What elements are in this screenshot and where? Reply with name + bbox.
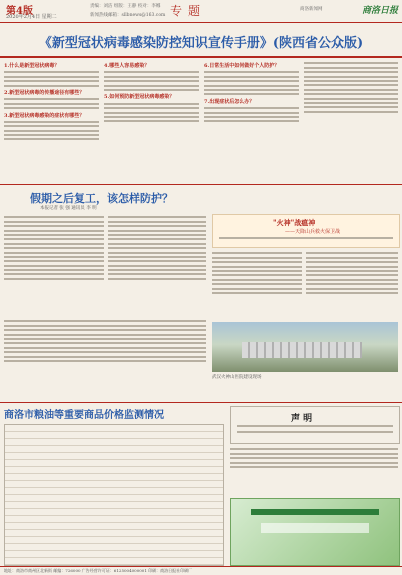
- subhead-2: 2.新型冠状病毒的传播途径有哪些？: [4, 89, 85, 96]
- statement-title: 声 明: [291, 414, 313, 424]
- footer: 地址：商洛市商州区北新街 邮编：726000 广告经营许可证：6125004000001 印刷：商洛日报社印刷厂: [0, 566, 402, 575]
- statement-box: [230, 406, 400, 444]
- title-rule: [0, 56, 402, 58]
- article2-col1: [4, 214, 104, 314]
- promo-text-2: [306, 250, 398, 320]
- article2-title: 假期之后复工，该怎样防护？: [30, 192, 173, 205]
- subhead-7: 7.出现症状后怎么办？: [204, 98, 255, 105]
- subhead-4: 4.哪些人容易感染？: [104, 63, 150, 69]
- main-title: 《新型冠状病毒感染防控知识宣传手册》(陕西省公众版): [38, 36, 364, 51]
- promo-title: "火神"战瘟神: [273, 218, 316, 227]
- ad-banner: [230, 498, 400, 566]
- issue-note: 商洛新闻网: [300, 7, 323, 12]
- article1-col1: [4, 60, 99, 180]
- divider: [0, 184, 402, 185]
- divider-2: [0, 402, 402, 403]
- page-header: [0, 0, 402, 23]
- photo-caption: 武汉火神山医院建设现场: [212, 375, 262, 380]
- article1-col4: [304, 60, 398, 180]
- article2-bottom: [4, 318, 206, 398]
- article2-col2: [108, 214, 206, 314]
- promo-subtitle: ——天降山兵救火保卫战: [285, 229, 341, 235]
- promo-box: [212, 214, 400, 248]
- issue-date: 2020年2月4日 星期二: [6, 14, 57, 20]
- subhead-6: 6.日常生活中如何做好个人防护？: [204, 63, 280, 69]
- subhead-1: 1.什么是新型冠状病毒？: [4, 63, 60, 69]
- subhead-5: 5.如何预防新型冠状病毒感染？: [104, 94, 175, 101]
- article2-byline: 本报记者 张 强 通讯员 李 明: [40, 206, 97, 211]
- price-title: 商洛市粮油等重要商品价格监测情况: [4, 410, 164, 421]
- editors-line: 责编：刘洁 组版：王静 校对：李娜: [90, 4, 161, 9]
- subhead-3: 3.新型冠状病毒感染的症状有哪些？: [4, 112, 85, 119]
- article1-col2: [104, 60, 199, 180]
- masthead-logo: 商洛日报: [362, 6, 399, 16]
- section-label: 专题: [170, 4, 207, 18]
- editor-email: 新闻热线邮箱：sllbnews@163.com: [90, 13, 166, 18]
- article1-col3: [204, 60, 299, 180]
- statement-text: [230, 446, 398, 496]
- construction-photo: [212, 322, 398, 372]
- page-number: 第4版: [6, 6, 33, 17]
- promo-text: [212, 250, 302, 320]
- price-table: [4, 424, 224, 564]
